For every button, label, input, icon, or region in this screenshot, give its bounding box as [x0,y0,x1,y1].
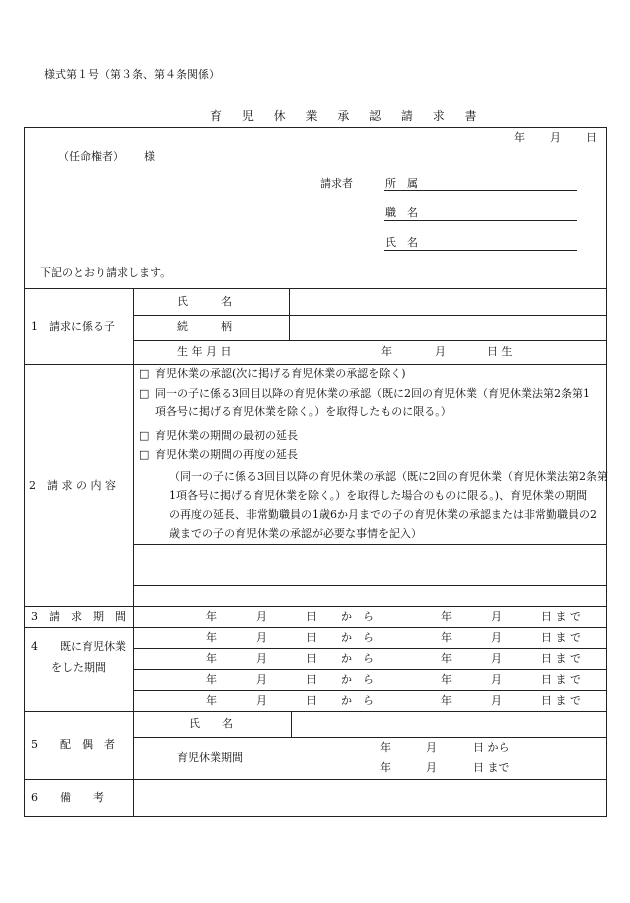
section5-label: 5 配 偶 者 [31,738,115,751]
option-text: 育児休業の期間の最初の延長 [155,429,298,442]
instruction-text: 1項各号に掲げる育児休業を除く。）を取得した場合のものに限る。)、育児休業の期間 [169,489,588,502]
spouse-until-day: 日 まで [473,761,510,774]
spouse-name-field[interactable] [294,713,604,735]
period-month-end: 月 [491,673,502,686]
child-relation-label: 続 柄 [177,320,232,333]
spouse-until-month: 月 [426,761,437,774]
spouse-from-year: 年 [380,741,391,754]
period-from: か ら [341,673,374,686]
period-until: 日 ま で [541,631,581,644]
form-number: 様式第１号（第３条、第４条関係） [44,68,220,81]
period-year-end: 年 [441,610,452,623]
instruction-text: 歳までの子の育児休業の承認が必要な事情を記入） [169,527,422,540]
option-text: 育児休業の承認(次に掲げる育児休業の承認を除く) [155,367,406,380]
date-month-label: 月 [550,131,561,144]
period-year: 年 [206,631,217,644]
period-year-end: 年 [441,673,452,686]
period-month-end: 月 [491,694,502,707]
section3-label: 3 請 求 期 間 [31,610,126,623]
section1-label: 1 請求に係る子 [31,320,115,333]
period-month: 月 [256,694,267,707]
checkbox-first-extension[interactable]: □ [139,429,150,442]
period-day: 日 [306,610,317,623]
section4-label-line1: 4 既に育児休業 [31,640,126,653]
period-month: 月 [256,652,267,665]
honorific-label: 様 [144,150,155,163]
requester-label: 請求者 [320,177,353,190]
date-day-label: 日 [586,131,597,144]
period-day: 日 [306,631,317,644]
child-relation-field[interactable] [292,317,604,339]
reason-field-extra[interactable] [136,587,604,604]
date-year-label: 年 [514,131,525,144]
instruction-text: （同一の子に係る3回目以降の育児休業の承認（既に2回の育児休業（育児休業法第2条第 [169,470,608,483]
period-day: 日 [306,694,317,707]
checkbox-second-extension[interactable]: □ [139,448,150,461]
requester-name-field[interactable] [384,250,577,251]
reason-field[interactable] [136,546,604,583]
period-year-end: 年 [441,694,452,707]
period-until: 日 ま で [541,610,581,623]
spouse-until-year: 年 [380,761,391,774]
instruction-text: の再度の延長、非常勤職員の1歳6か月までの子の育児休業の承認または非常勤職員の2 [169,508,597,521]
period-from: か ら [341,631,374,644]
checkbox-leave-approval[interactable]: □ [139,367,150,380]
affiliation-field[interactable] [384,190,577,191]
request-statement: 下記のとおり請求します。 [40,266,172,279]
spouse-from-month: 月 [426,741,437,754]
spouse-leave-period-label: 育児休業期間 [177,751,243,764]
spouse-from-day: 日 から [473,741,510,754]
period-until: 日 ま で [541,694,581,707]
period-from: か ら [341,694,374,707]
birth-year-label: 年 [381,345,392,358]
section2-label: 2 請 求 の 内 容 [29,479,116,492]
period-month: 月 [256,673,267,686]
option-text: 育児休業の期間の再度の延長 [155,448,298,461]
period-year: 年 [206,652,217,665]
option-text: 項各号に掲げる育児休業を除く。）を取得したものに限る。） [155,405,452,418]
affiliation-label: 所 属 [385,177,418,190]
period-until: 日 ま で [541,673,581,686]
period-year-end: 年 [441,652,452,665]
position-label: 職 名 [385,206,418,219]
period-year: 年 [206,673,217,686]
requester-name-label: 氏 名 [385,236,418,249]
period-from: か ら [341,652,374,665]
appointer-label: （任命権者） [58,150,124,163]
option-text: 同一の子に係る3回目以降の育児休業の承認（既に2回の育児休業（育児休業法第2条第1 [155,387,590,400]
period-year: 年 [206,694,217,707]
period-year: 年 [206,610,217,623]
child-name-label: 氏 名 [177,295,232,308]
section4-label-line2: をした期間 [51,661,106,674]
spouse-name-label: 氏 名 [189,717,233,730]
section6-label: 6 備 考 [31,791,104,804]
period-month-end: 月 [491,652,502,665]
period-month: 月 [256,610,267,623]
period-from: か ら [341,610,374,623]
period-month-end: 月 [491,631,502,644]
position-field[interactable] [384,220,577,221]
period-day: 日 [306,673,317,686]
child-name-field[interactable] [292,290,604,314]
remarks-field[interactable] [136,781,604,814]
form-title: 育 児 休 業 承 認 請 求 書 [210,109,485,123]
period-month: 月 [256,631,267,644]
birth-day-label: 日 生 [487,345,513,358]
period-day: 日 [306,652,317,665]
period-until: 日 ま で [541,652,581,665]
checkbox-third-leave[interactable]: □ [139,387,150,400]
child-birth-label: 生 年 月 日 [177,345,232,358]
period-month-end: 月 [491,610,502,623]
birth-month-label: 月 [435,345,446,358]
period-year-end: 年 [441,631,452,644]
